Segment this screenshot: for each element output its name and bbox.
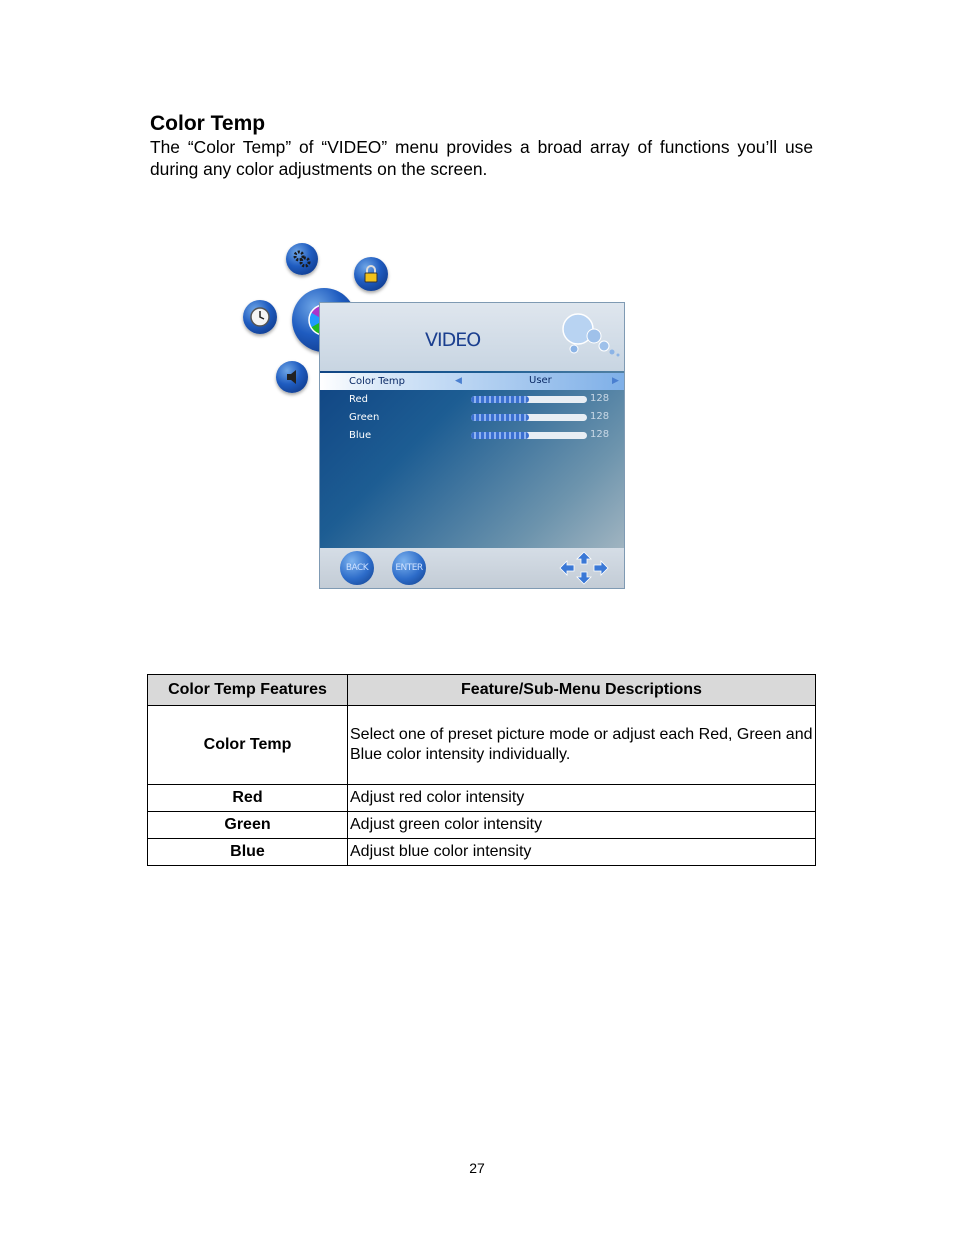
osd-row-label: Blue [349,430,372,441]
features-table [147,674,816,866]
osd-row-red[interactable] [320,391,624,408]
table-row [148,785,816,812]
clock-orb [243,300,277,334]
osd-row-color-temp[interactable] [320,373,624,390]
feature-name: Green [148,812,348,839]
slider-fill [471,414,529,421]
arrow-right-icon: ▶ [612,376,619,386]
intro-paragraph: The “Color Temp” of “VIDEO” menu provides a broad array of functions you’ll use during any color adjustments on the screen. [150,137,813,179]
table-row [148,812,816,839]
table-row [148,706,816,785]
osd-panel [319,302,625,589]
osd-row-number: 128 [590,393,610,404]
osd-row-label: Color Temp [349,376,405,387]
table-header-row [148,675,816,706]
feature-description: Adjust blue color intensity [348,839,816,866]
osd-footer [320,548,624,588]
feature-name: Color Temp [148,706,348,785]
osd-row-value: User [529,375,552,386]
lock-icon [354,257,388,291]
table-header-descriptions: Feature/Sub-Menu Descriptions [348,675,816,706]
osd-row-number: 128 [590,429,610,440]
feature-name: Red [148,785,348,812]
enter-button[interactable]: ENTER [392,551,426,585]
back-button[interactable]: BACK [340,551,374,585]
osd-menu-title: VIDEO [425,329,481,351]
slider-fill [471,396,529,403]
blue-slider[interactable] [471,432,587,439]
navigation-arrows-icon [558,550,610,586]
feature-name: Blue [148,839,348,866]
page-number: 27 [469,1160,485,1176]
feature-description: Select one of preset picture mode or adjust each Red, Green and Blue color intensity individually. [348,706,816,785]
lock-orb [354,257,388,291]
audio-icon [276,361,308,393]
red-slider[interactable] [471,396,587,403]
osd-row-green[interactable] [320,409,624,426]
green-slider[interactable] [471,414,587,421]
clock-icon [243,300,277,334]
osd-row-blue[interactable] [320,427,624,444]
table-row [148,839,816,866]
settings-icon [286,243,318,275]
slider-fill [471,432,529,439]
section-title: Color Temp [150,112,266,135]
feature-description: Adjust red color intensity [348,785,816,812]
osd-row-label: Green [349,412,380,423]
osd-row-number: 128 [590,411,610,422]
settings-orb [286,243,318,275]
audio-orb [276,361,308,393]
osd-row-label: Red [349,394,368,405]
arrow-left-icon: ◀ [455,376,462,386]
table-header-features: Color Temp Features [148,675,348,706]
osd-video-menu-figure [240,240,630,590]
feature-description: Adjust green color intensity [348,812,816,839]
bubbles-icon [560,309,622,357]
